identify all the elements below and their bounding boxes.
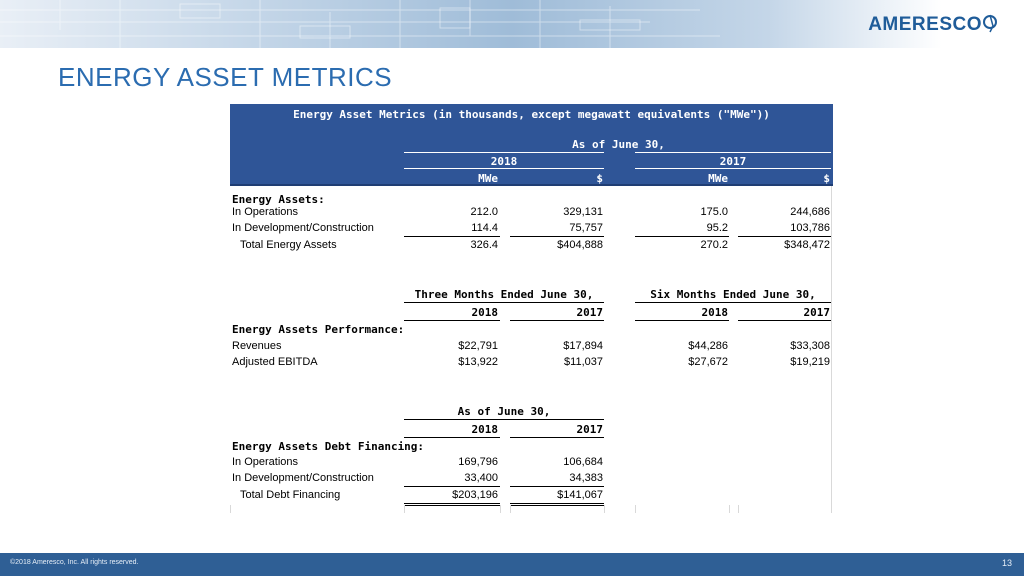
table-cell: 95.2 [706,222,728,234]
table-cell: 106,684 [563,456,603,468]
row-label: In Operations [232,456,299,468]
ameresco-logo-icon [982,12,998,34]
year-header: 2018 [471,423,498,436]
table-cell: 329,131 [563,206,603,218]
table-cell: 175.0 [700,206,728,218]
table-cell: 212.0 [470,206,498,218]
page-number: 13 [1001,558,1012,568]
table-cell: 103,786 [790,222,830,234]
unit-header: MWe [478,172,498,185]
table-cell: $44,286 [688,340,728,352]
table-cell: 34,383 [569,472,603,484]
year-header: 2018 [471,306,498,319]
year-header: 2017 [803,306,830,319]
table-cell: $19,219 [790,356,830,368]
year-header: 2017 [719,155,747,168]
table-cell: $13,922 [458,356,498,368]
period-header: Three Months Ended June 30, [414,288,594,301]
row-label: In Operations [232,206,299,218]
table-cell: $404,888 [557,239,603,251]
row-label: In Development/Construction [232,222,374,234]
table-caption: Energy Asset Metrics (in thousands, except megawatt equivalents ("MWe")) [293,108,770,121]
table-cell: 244,686 [790,206,830,218]
table-cell: 270.2 [700,239,728,251]
year-header: 2017 [576,423,603,436]
row-label: Adjusted EBITDA [232,356,318,368]
section-label: Energy Assets Performance: [232,323,405,336]
copyright: ©2018 Ameresco, Inc. All rights reserved. [10,559,139,566]
page-title: ENERGY ASSET METRICS [58,62,393,92]
year-header: 2017 [576,306,603,319]
footer-bar [0,553,1024,576]
period-header: Six Months Ended June 30, [650,288,816,301]
table-cell: 114.4 [471,222,498,234]
table-cell: $22,791 [458,340,498,352]
period-header: As of June 30, [572,138,665,151]
row-label: Total Debt Financing [240,489,341,501]
row-label: In Development/Construction [232,472,374,484]
table-cell: 75,757 [569,222,603,234]
ameresco-logo: AMERESCO [868,14,982,35]
unit-header: $ [823,172,830,185]
period-header: As of June 30, [457,405,551,418]
year-header: 2018 [490,155,518,168]
section-label: Energy Assets: [232,193,325,206]
table-cell: $348,472 [784,239,830,251]
table-cell: $17,894 [563,340,603,352]
unit-header: MWe [708,172,728,185]
table-cell: $33,308 [790,340,830,352]
section-label: Energy Assets Debt Financing: [232,440,425,453]
table-cell: 33,400 [464,472,498,484]
unit-header: $ [596,172,603,185]
table-cell: $203,196 [452,489,498,501]
row-label: Total Energy Assets [240,239,337,251]
table-cell: 326.4 [470,239,498,251]
table-cell: $11,037 [564,356,603,368]
year-header: 2018 [701,306,728,319]
row-label: Revenues [232,340,282,352]
table-cell: 169,796 [458,456,498,468]
table-cell: $27,672 [688,356,728,368]
table-cell: $141,067 [557,489,603,501]
